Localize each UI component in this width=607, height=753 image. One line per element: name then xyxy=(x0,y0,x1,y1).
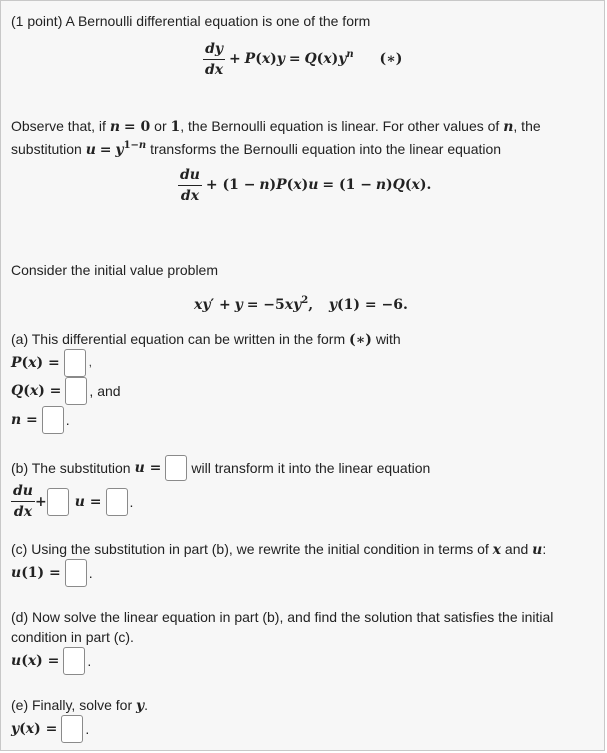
u-of-x-input[interactable] xyxy=(63,647,85,675)
points-label: (1 point) xyxy=(11,13,63,29)
q-of-x-row: Q ( x ) = , and xyxy=(11,377,121,405)
linear-rhs-input[interactable] xyxy=(106,488,128,516)
linear-coefficient-input[interactable] xyxy=(47,488,69,516)
intro-text: A Bernoulli differential equation is one of the form xyxy=(65,13,371,29)
u-of-x-row: u ( x ) = . xyxy=(11,647,91,675)
n-input[interactable] xyxy=(42,406,64,434)
ivp-line: Consider the initial value problem xyxy=(11,262,218,278)
part-d-line-2: condition in part (c). xyxy=(11,629,134,645)
u-of-1-row: u (1) = . xyxy=(11,559,93,587)
bernoulli-equation: $\frac{dy}{dx}$ + $P(x)y = Q(x)y^n$ (∗) xyxy=(205,41,403,78)
p-of-x-row: P ( x ) = , xyxy=(11,349,92,377)
part-b-line: (b) The substitution u = will transform it into the linear equation xyxy=(11,455,430,481)
intro-line xyxy=(11,12,370,30)
part-d-line-1: (d) Now solve the linear equation in part (b), and find the solution that satisfies the initial xyxy=(11,609,554,625)
part-e-line: (e) Finally, solve for y. xyxy=(11,697,149,714)
q-of-x-input[interactable] xyxy=(65,377,87,405)
part-a-line: (a) This differential equation can be written in the form (∗) with xyxy=(11,331,401,348)
y-of-x-row: y ( x ) = . xyxy=(11,715,89,743)
y-of-x-input[interactable] xyxy=(61,715,83,743)
part-c-line: (c) Using the substitution in part (b), we rewrite the initial condition in terms of x and u: xyxy=(11,541,547,558)
substitution-input[interactable] xyxy=(165,455,187,481)
ivp-equation: $xy' + y = -5xy^2$, y(1) = −6. xyxy=(194,295,408,313)
observe-line-1: Observe that, if n = 0 or 1, the Bernoulli equation is linear. For other values of n, the xyxy=(11,118,541,135)
linear-equation: $\frac{du}{dx}$ + (1 − n)P(x)u = (1 − n)Q(x). xyxy=(180,167,432,204)
n-row: n = . xyxy=(11,406,70,434)
observe-line-2: substitution $u = y^{1-n}$ transforms the Bernoulli equation into the linear equation xyxy=(11,140,502,158)
p-of-x-input[interactable] xyxy=(64,349,86,377)
star-label: (∗) xyxy=(379,51,403,68)
u-of-1-input[interactable] xyxy=(65,559,87,587)
part-b-equation: $\frac{du}{dx}$ + u = . xyxy=(13,483,134,520)
